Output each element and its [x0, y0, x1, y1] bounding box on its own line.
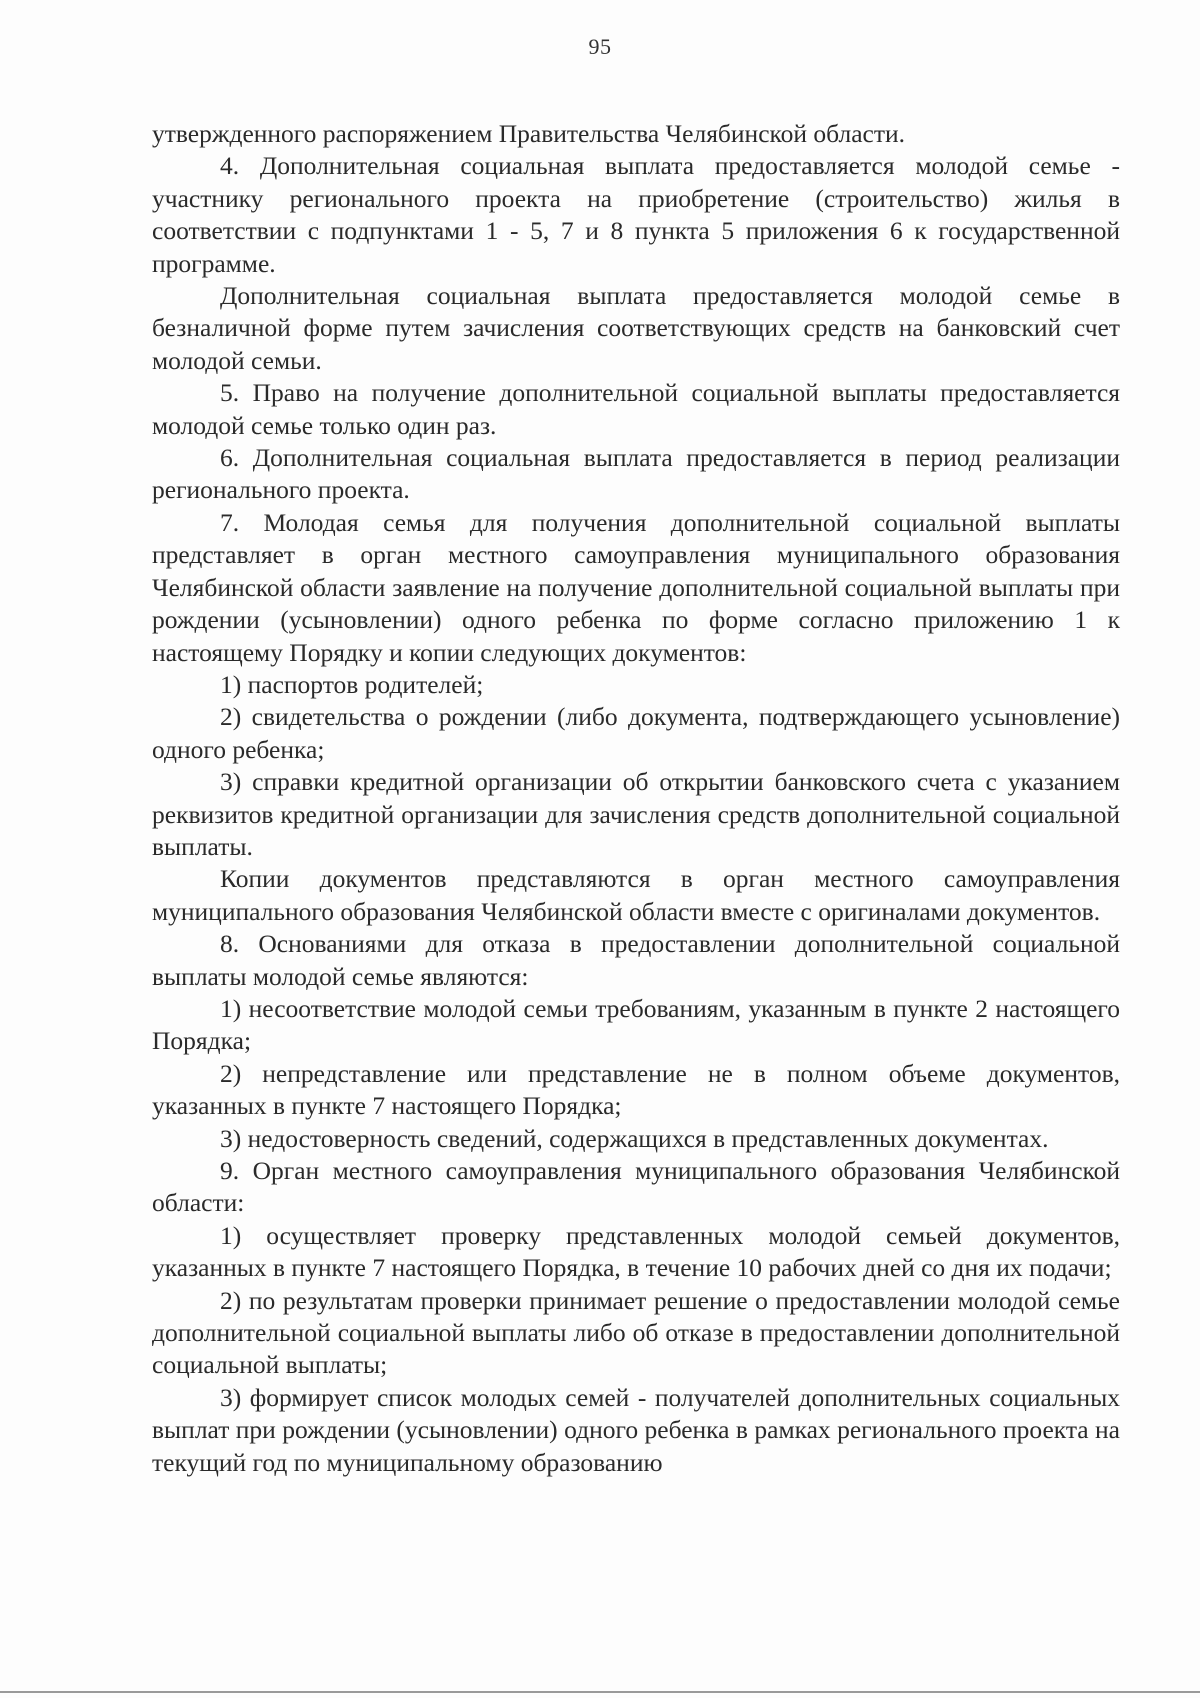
list-item: 3) формирует список молодых семей - получателей дополнительных социальных выплат при рождении (усыновлении) одного ребенка в рамках регионального проекта на текущий год по муниципальному образованию — [152, 1382, 1120, 1477]
paragraph: утвержденного распоряжением Правительства Челябинской области. — [152, 119, 905, 148]
paragraph: 4. Дополнительная социальная выплата предоставляется молодой семье - участнику регионального проекта на приобретение (строительство) жилья в соответствии с подпунктами 1 - 5, 7 и 8 пункта 5 приложения 6 к государственной программе. — [152, 151, 1120, 278]
list-item: 1) осуществляет проверку представленных молодой семьей документов, указанных в пункте 7 настоящего Порядка, в течение 10 рабочих дней со дня их подачи; — [152, 1220, 1120, 1283]
paragraph: 5. Право на получение дополнительной социальной выплаты предоставляется молодой семье только один раз. — [152, 378, 1120, 440]
paragraph: Копии документов представляются в орган местного самоуправления муниципального образования Челябинской области вместе с оригиналами документов. — [152, 864, 1120, 926]
paragraph: 7. Молодая семья для получения дополнительной социальной выплаты представляет в орган местного самоуправления муниципального образования Челябинской области заявление на получение дополнительной социальной выплаты при рождении (усыновлении) одного ребенка по форме согласно приложению 1 к настоящему Порядку и копии следующих документов: — [152, 507, 1120, 667]
paragraph: 6. Дополнительная социальная выплата предоставляется в период реализации регионального проекта. — [152, 443, 1120, 505]
paragraph: 9. Орган местного самоуправления муниципального образования Челябинской области: — [152, 1156, 1120, 1218]
page-number: 95 — [588, 34, 612, 59]
list-item: 3) справки кредитной организации об открытии банковского счета с указанием реквизитов кредитной организации для зачисления средств дополнительной социальной выплаты. — [152, 767, 1120, 861]
list-item: 1) несоответствие молодой семьи требованиям, указанным в пункте 2 настоящего Порядка; — [152, 993, 1120, 1056]
list-item: 3) недостоверность сведений, содержащихся в представленных документах. — [220, 1123, 1049, 1153]
paragraph: Дополнительная социальная выплата предоставляется молодой семье в безналичной форме путем зачисления соответствующих средств на банковский счет молодой семьи. — [152, 281, 1120, 375]
list-item: 2) по результатам проверки принимает решение о предоставлении молодой семье дополнительной социальной выплаты либо об отказе в предоставлении дополнительной социальной выплаты; — [152, 1285, 1120, 1380]
paragraph: 8. Основаниями для отказа в предоставлении дополнительной социальной выплаты молодой семье являются: — [152, 929, 1120, 991]
list-item: 2) непредставление или представление не в полном объеме документов, указанных в пункте 7 настоящего Порядка; — [152, 1058, 1120, 1121]
list-item: 1) паспортов родителей; — [220, 669, 484, 699]
list-item: 2) свидетельства о рождении (либо документа, подтверждающего усыновление) одного ребенка; — [152, 702, 1120, 764]
document-body — [152, 118, 1120, 1479]
scan-edge-line — [0, 1691, 1200, 1693]
